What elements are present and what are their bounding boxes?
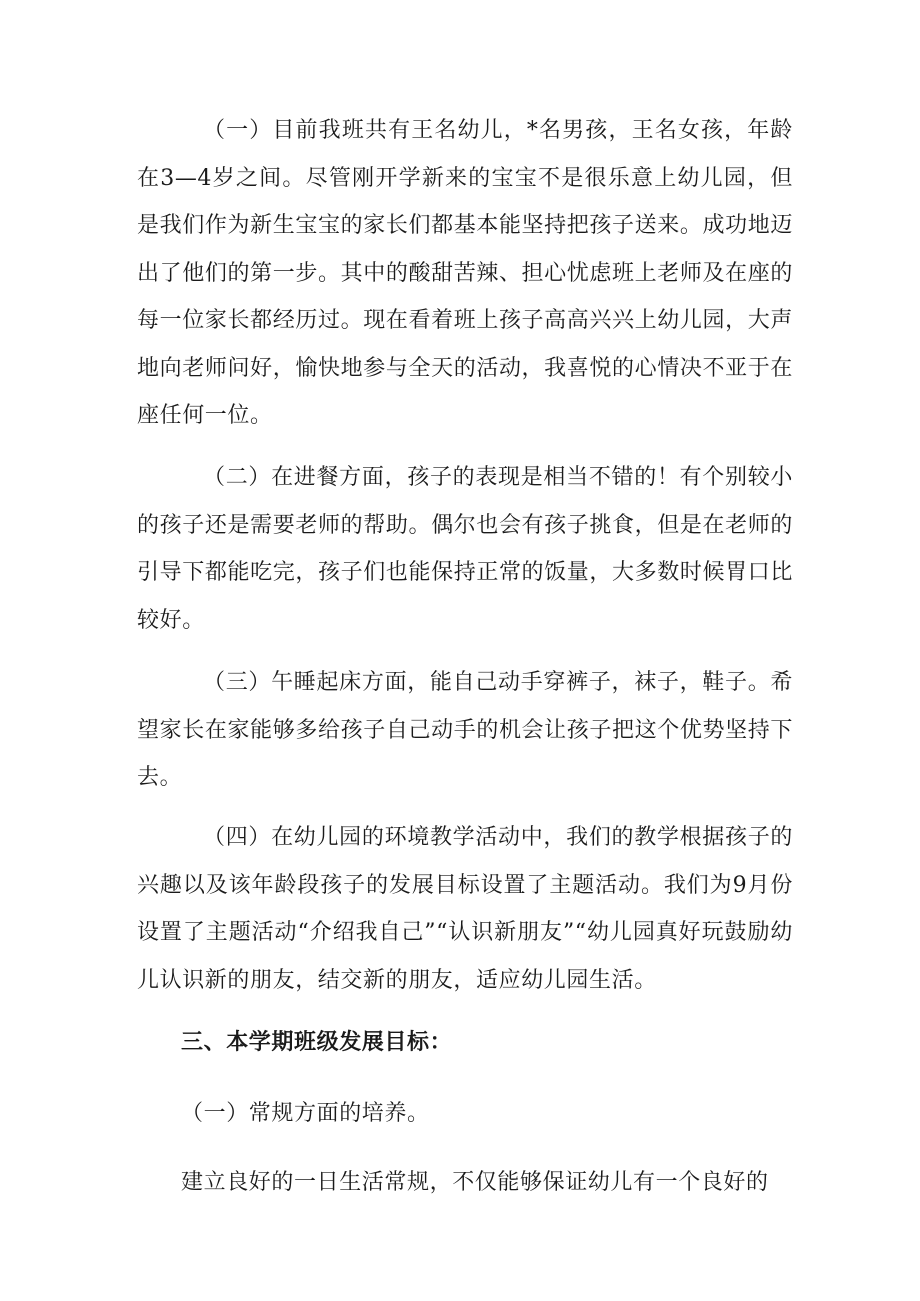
paragraph-teaching-activities: （四）在幼儿园的环境教学活动中，我们的教学根据孩子的兴趣以及该年龄段孩子的发展目标设置了主题活动。我们为9月份设置了主题活动“介绍我自己”“认识新朋友”“幼儿园真好玩鼓励幼儿认识新的朋友，结交新的朋友，适应幼儿园生活。 <box>137 825 793 993</box>
paragraph-daily-routine: 建立良好的一日生活常规，不仅能够保证幼儿有一个良好的 <box>181 1170 769 1195</box>
subsection-heading: （一）常规方面的培养。 <box>181 1101 430 1126</box>
paragraph-nap-dressing: （三）午睡起床方面，能自己动手穿裤子，袜子，鞋子。希望家长在家能够多给孩子自己动手的机会让孩子把这个优势坚持下去。 <box>137 670 793 790</box>
paragraph-class-overview: （一）目前我班共有王名幼儿，*名男孩，王名女孩，年龄在3—4岁之间。尽管刚开学新来的宝宝不是很乐意上幼儿园，但是我们作为新生宝宝的家长们都基本能坚持把孩子送来。成功地迈出了他们的第一步。其中的酸甜苦辣、担心忧虑班上老师及在座的每一位家长都经历过。现在看着班上孩子高高兴兴上幼儿园，大声地向老师问好，愉快地参与全天的活动，我喜悦的心情决不亚于在座任何一位。 <box>137 118 793 428</box>
section-heading: 三、本学期班级发展目标： <box>181 1029 453 1055</box>
paragraph-eating: （二）在进餐方面，孩子的表现是相当不错的！有个别较小的孩子还是需要老师的帮助。偶尔也会有孩子挑食，但是在老师的引导下都能吃完，孩子们也能保持正常的饭量，大多数时候胃口比较好。 <box>137 465 793 633</box>
